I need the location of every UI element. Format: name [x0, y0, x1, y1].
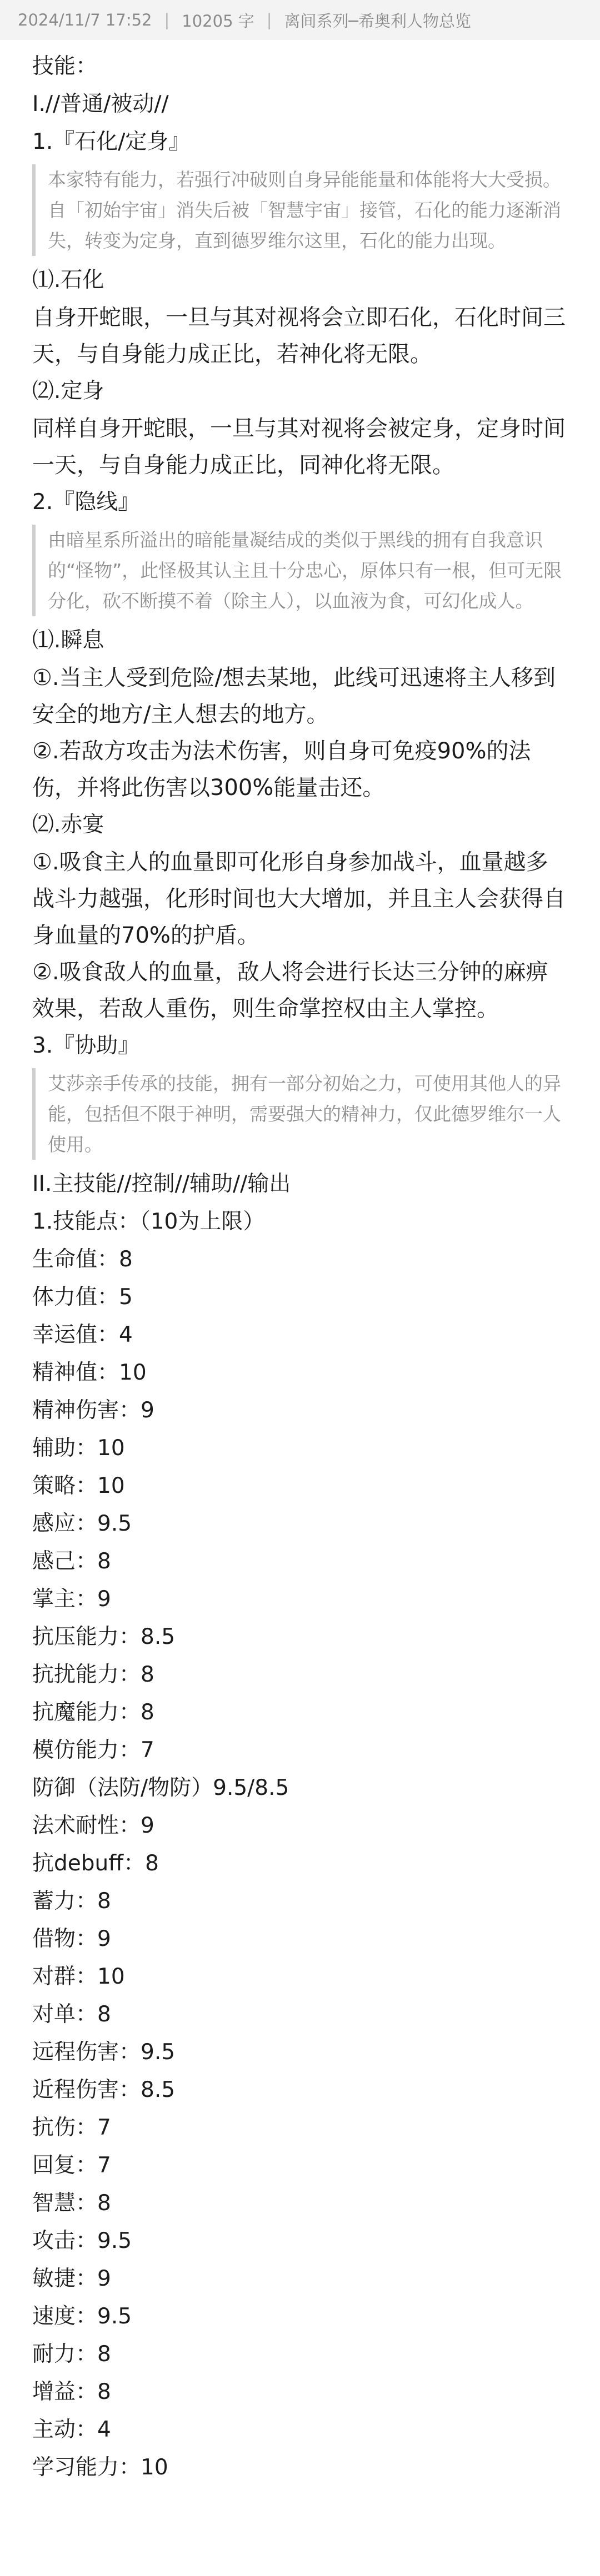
stat-item: 掌主：9 [32, 1587, 111, 1612]
stat-item: 攻击：9.5 [32, 2228, 132, 2253]
stat-item: 抗压能力：8.5 [32, 1624, 176, 1649]
stat-item: 生命值：8 [32, 1247, 133, 1272]
skill-item-title: 1.『石化/定身』 [32, 129, 191, 154]
sub-skill-text: ②.若敌方攻击为法术伤害，则自身可免疫90%的法伤，并将此伤害以300%能量击还。 [32, 738, 531, 801]
stat-item: 抗魔能力：8 [32, 1700, 154, 1725]
stat-item: 远程伤害：9.5 [32, 2040, 176, 2065]
stat-item: 法术耐性：9 [32, 1813, 154, 1838]
meta-datetime: 2024/11/7 17:52 [18, 11, 152, 29]
stat-item: 感应：9.5 [32, 1511, 132, 1536]
stat-item: 对群：10 [32, 1964, 125, 1989]
sub-skill-text: ①.当主人受到危险/想去某地，此线可迅速将主人移到安全的地方/主人想去的地方。 [32, 665, 556, 727]
stat-item: 模仿能力：7 [32, 1738, 154, 1763]
skill-item-title: 2.『隐线』 [32, 490, 140, 515]
section-heading: 技能： [32, 54, 98, 79]
points-title: 1.技能点：（10为上限） [32, 1209, 265, 1234]
stat-item: 蓄力：8 [32, 1889, 111, 1914]
stat-item: 近程伤害：8.5 [32, 2077, 176, 2102]
stat-item: 幸运值：4 [32, 1322, 133, 1347]
skill-item-title: 3.『协助』 [32, 1033, 140, 1058]
sub-skill-text: 自身开蛇眼，一旦与其对视将会立即石化，石化时间三天，与自身能力成正比，若神化将无限。 [32, 305, 566, 367]
sub-skill-text: ①.吸食主人的血量即可化形自身参加战斗，血量越多战斗力越强，化形时间也大大增加，并且主人会获得自身血量的70%的护盾。 [32, 849, 566, 948]
sub-skill-title: ⑴.石化 [32, 268, 104, 293]
stat-item: 智慧：8 [32, 2191, 111, 2216]
meta-separator: | [164, 11, 170, 29]
sub-skill-text: 同样自身开蛇眼，一旦与其对视将会被定身，定身时间一天，与自身能力成正比，同神化将无限。 [32, 416, 566, 478]
stat-item: 策略：10 [32, 1473, 125, 1498]
stat-item: 精神值：10 [32, 1360, 147, 1385]
meta-separator: | [266, 11, 272, 29]
skill-quote: 由暗星系所溢出的暗能量凝结成的类似于黑线的拥有自我意识的“怪物”，此怪极其认主且十分忠心，原体只有一根，但可无限分化，砍不断摸不着（除主人），以血液为食，可幻化成人。 [32, 525, 568, 616]
sub-skill-title: ⑵.赤宴 [32, 812, 104, 837]
sub-skill-title: ⑵.定身 [32, 379, 104, 404]
sub-skill-text: ②.吸食敌人的血量，敌人将会进行长达三分钟的麻痹效果，若敌人重伤，则生命掌控权由主人掌控。 [32, 959, 548, 1022]
stat-item: 抗扰能力：8 [32, 1662, 154, 1687]
sub-skill-title: ⑴.瞬息 [32, 628, 104, 653]
stat-item: 学习能力：10 [32, 2455, 168, 2480]
stat-item: 借物：9 [32, 1926, 111, 1951]
meta-bar [0, 0, 600, 40]
stat-item: 精神伤害：9 [32, 1398, 154, 1423]
stat-item: 感己：8 [32, 1549, 111, 1574]
meta-title: 离间系列─希奥利人物总览 [284, 11, 472, 31]
document-body [0, 40, 600, 2487]
stat-item: 增益：8 [32, 2379, 111, 2404]
stat-item: 防御（法防/物防）9.5/8.5 [32, 1775, 289, 1800]
section-title: I.//普通/被动// [32, 92, 169, 117]
skill-quote: 本家特有能力，若强行冲破则自身异能能量和体能将大大受损。自「初始宇宙」消失后被「智慧宇宙」接管，石化的能力逐渐消失，转变为定身，直到德罗维尔这里，石化的能力出现。 [32, 164, 568, 256]
stat-item: 抗debuff：8 [32, 1851, 159, 1876]
section-title: II.主技能//控制//辅助//输出 [32, 1171, 291, 1196]
stat-item: 对单：8 [32, 2002, 111, 2027]
stat-item: 速度：9.5 [32, 2304, 132, 2329]
stat-item: 辅助：10 [32, 1436, 125, 1461]
stat-list [32, 1241, 568, 2487]
stat-item: 主动：4 [32, 2417, 111, 2442]
stat-item: 耐力：8 [32, 2342, 111, 2367]
stat-item: 抗伤：7 [32, 2115, 111, 2140]
stat-item: 回复：7 [32, 2153, 111, 2178]
skill-quote: 艾莎亲手传承的技能，拥有一部分初始之力，可使用其他人的异能，包括但不限于神明，需要强大的精神力，仅此德罗维尔一人使用。 [32, 1068, 568, 1160]
meta-word-count: 10205 字 [182, 11, 254, 31]
stat-item: 体力值：5 [32, 1285, 133, 1310]
stat-item: 敏捷：9 [32, 2266, 111, 2291]
